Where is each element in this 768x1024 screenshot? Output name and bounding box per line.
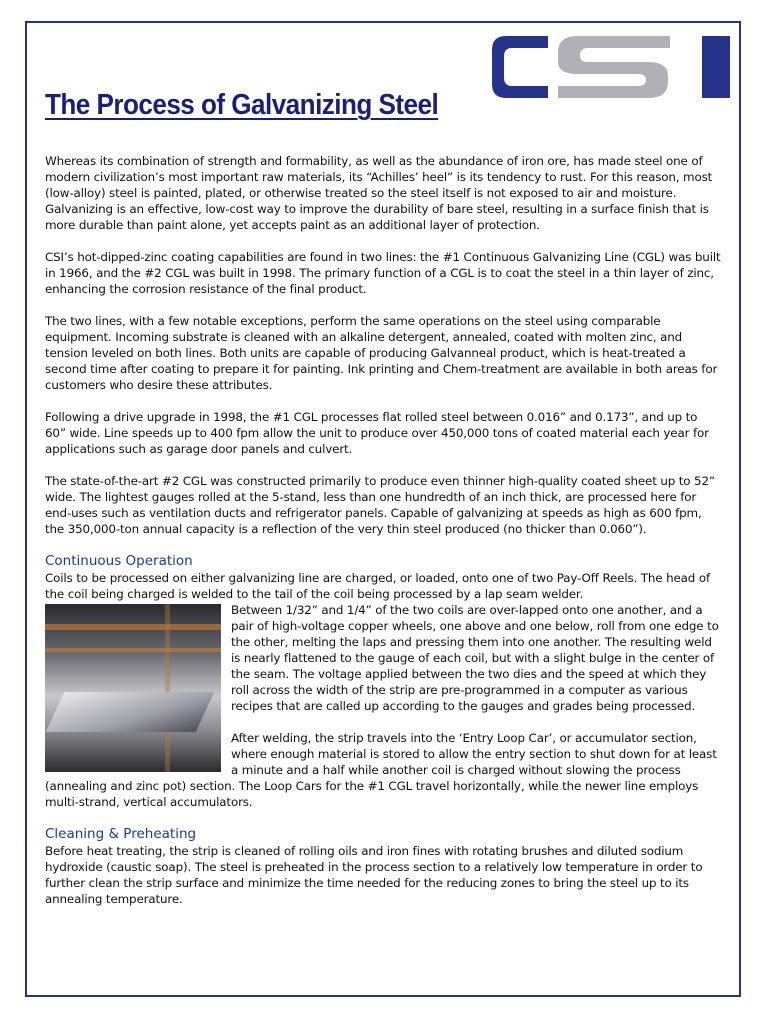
section-heading-continuous-operation: Continuous Operation [45,553,193,569]
intro-paragraph-1: Whereas its combination of strength and formability, as well as the abundance of iron ore, has made steel one of modern civilization’s most important raw materials, its “Achilles’ heel” is its tendency to rust. For this reason, most (low-alloy) steel is painted, plated, or otherwise treated so the steel itself is not exposed to air and moisture. Galvanizing is an effective, low-cost way to improve the durability of bare steel, resulting in a surface finish that is more durable than paint alone, yet accepts paint as an additional layer of protection. [45,154,713,232]
intro-paragraph-5: The state-of-the-art #2 CGL was constructed primarily to produce even thinner high-quality coated sheet up to 52” wide. The lightest gauges rolled at the 5-stand, less than one hundredth of an inch thick, are processed here for end-uses such as ventilation ducts and refrigerator panels. Capable of galvanizing at speeds as high as 600 fpm, the 350,000-ton annual capacity is a reflection of the very thin steel produced (no thicker than 0.060”). [45,474,715,536]
logo-letter-i [702,36,730,98]
continuous-operation-lead: Coils to be processed on either galvanizing line are charged, or loaded, onto one of two Pay-Off Reels. The head of the coil being charged is welded to the tail of the coil being processed by a lap seam welder. [45,571,710,601]
intro-paragraph-2: CSI’s hot-dipped-zinc coating capabilities are found in two lines: the #1 Continuous Galvanizing Line (CGL) was built in 1966, and the #2 CGL was built in 1998. The primary function of a CGL is to coat the steel in a thin layer of zinc, enhancing the corrosion resistance of the final product. [45,250,721,296]
galvanizing-line-photo [45,604,221,772]
continuous-operation-paragraph-2: After welding, the strip travels into the ‘Entry Loop Car’, or accumulator section, where enough material is stored to allow the entry section to shut down for at least a minute and a half while another coil is charged without slowing the process (annealing and zinc pot) section. The Loop Cars for the #1 CGL travel horizontally, while the newer line employs multi-strand, vertical accumulators. [45,731,717,809]
continuous-operation-paragraph-1: Between 1/32” and 1/4” of the two coils are over-lapped onto one another, and a pair of high-voltage copper wheels, one above and one below, roll from one edge to the other, melting the laps and pressing them into one another. The resulting weld is nearly flattened to the gauge of each coil, but with a slight bulge in the center of the seam. The voltage applied between the two dies and the speed at which they roll across the width of the strip are pre-programmed in a computer as various recipes that are called up according to the gauges and grades being processed. [231,603,719,713]
logo-text: CSI [488,32,490,33]
intro-paragraph-3: The two lines, with a few notable exceptions, perform the same operations on the steel using comparable equipment. Incoming substrate is cleaned with an alkaline detergent, annealed, coated with molten zinc, and tension leveled on both lines. Both units are capable of producing Galvanneal product, which is heat-treated a second time after coating to prepare it for painting. Ink printing and Chem-treatment are available in both areas for customers who desire these attributes. [45,314,718,392]
cleaning-preheating-paragraph: Before heat treating, the strip is cleaned of rolling oils and iron fines with rotating brushes and diluted sodium hydroxide (caustic soap). The steel is preheated in the process section to a relatively low temperature in order to further clean the strip surface and minimize the time needed for the reducing zones to bring the steel up to its annealing temperature. [45,844,703,906]
intro-paragraph-4: Following a drive upgrade in 1998, the #1 CGL processes flat rolled steel between 0.016” and 0.173”, and up to 60” wide. Line speeds up to 400 fpm allow the unit to produce over 450,000 tons of coated material each year for applications such as garage door panels and culvert. [45,410,709,456]
page-title: The Process of Galvanizing Steel [45,89,439,121]
csi-logo [488,32,738,102]
logo-letter-s [558,36,670,98]
logo-letter-c [492,36,548,98]
section-heading-cleaning-preheating: Cleaning & Preheating [45,826,197,842]
document-body [45,153,721,923]
